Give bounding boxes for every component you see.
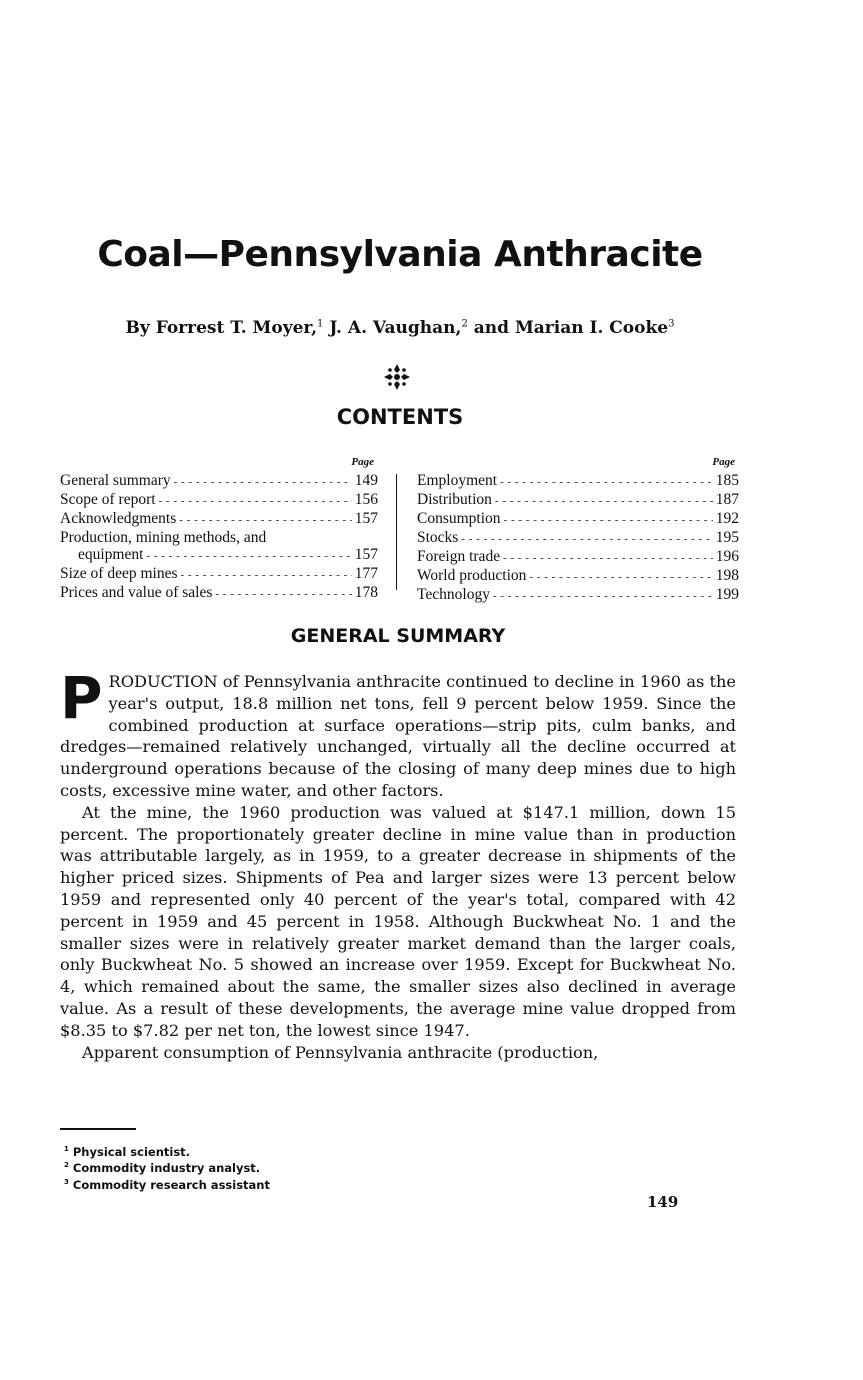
- footnote-text: Physical scientist.: [72, 1144, 191, 1159]
- toc-entry-label: World production: [417, 567, 527, 584]
- leader-dots: [529, 567, 712, 586]
- toc-entry-label: Production, mining methods, and: [60, 529, 267, 546]
- contents-left-column: [60, 455, 378, 603]
- page-number: 149: [647, 1193, 679, 1211]
- footnote-text: Commodity research assistant: [72, 1177, 270, 1192]
- toc-entry[interactable]: [60, 529, 378, 546]
- toc-entry-page: 185: [715, 472, 739, 489]
- toc-entry-page: 149: [354, 472, 378, 489]
- footnote-text: Commodity industry analyst.: [72, 1161, 261, 1176]
- toc-entry-page: 187: [715, 491, 739, 508]
- toc-entry-label: Acknowledgments: [60, 510, 177, 527]
- footnote: [64, 1159, 270, 1175]
- fleuron-ornament-icon: [382, 362, 412, 392]
- body-text: [60, 664, 736, 1063]
- toc-entry[interactable]: [417, 510, 739, 529]
- toc-entry-page: 157: [354, 510, 378, 527]
- toc-entry-label: General summary: [60, 472, 171, 489]
- byline: [0, 318, 800, 338]
- contents-heading: CONTENTS: [336, 405, 464, 429]
- leader-dots: [461, 529, 712, 548]
- footnotes: [64, 1143, 270, 1192]
- author-name: J. A. Vaughan,: [329, 318, 462, 338]
- leader-dots: [174, 472, 352, 491]
- toc-entry-label: Size of deep mines: [60, 565, 178, 582]
- toc-entry-page: 195: [715, 529, 739, 546]
- toc-entry[interactable]: [60, 472, 378, 491]
- drop-cap: P: [60, 664, 103, 732]
- leader-dots: [493, 586, 713, 605]
- toc-entry[interactable]: [417, 567, 739, 586]
- toc-entry[interactable]: [417, 586, 739, 605]
- toc-entry[interactable]: [417, 548, 739, 567]
- toc-entry[interactable]: [417, 472, 739, 491]
- toc-entry[interactable]: [417, 491, 739, 510]
- footnote-number: 2: [64, 1161, 69, 1170]
- footnote: [64, 1143, 270, 1159]
- toc-entry-page: 196: [715, 548, 739, 565]
- contents-right-column: [417, 455, 739, 605]
- paragraph: At the mine, the 1960 production was valued at $147.1 million, down 15 percent. The proportionately greater decline in mine value than in production was attributable largely, as in 1959, to a greater decrease in shipments of the higher priced sizes. Shipments of Pea and larger sizes were 13 percent below 1959 and represented only 40 percent of the year's total, compared with 42 percent in 1959 and 45 percent in 1958. Although Buckwheat No. 1 and the smaller sizes were in relatively greater market demand than the larger coals, only Buckwheat No. 5 showed an increase over 1959. Except for Buckwheat No. 4, which remained about the same, the smaller sizes also declined in average value. As a result of these developments, the average mine value dropped from $8.35 to $7.82 per net ton, the lowest since 1947.: [60, 802, 736, 1040]
- toc-entry[interactable]: [60, 584, 378, 603]
- toc-entry-page: 198: [715, 567, 739, 584]
- paragraph: Apparent consumption of Pennsylvania anthracite (production,: [82, 1042, 599, 1062]
- footnote-number: 1: [64, 1145, 69, 1153]
- toc-entry[interactable]: [60, 546, 378, 565]
- footnote-number: 3: [64, 1177, 69, 1186]
- footnote-rule: [60, 1128, 136, 1130]
- toc-entry-page: 178: [354, 584, 378, 601]
- toc-entry-label: Technology: [417, 586, 490, 603]
- toc-entry-label: Prices and value of sales: [60, 584, 213, 601]
- footnote-ref: 2: [461, 318, 468, 330]
- leader-dots: [495, 491, 713, 510]
- toc-entry-page: 156: [354, 491, 378, 508]
- leader-dots: [504, 510, 713, 529]
- leader-dots: [503, 548, 713, 567]
- toc-entry-label: Scope of report: [60, 491, 156, 508]
- toc-entry[interactable]: [417, 529, 739, 548]
- toc-entry-label: Foreign trade: [417, 548, 501, 565]
- leader-dots: [181, 565, 352, 584]
- toc-entry-page: 199: [715, 586, 739, 603]
- article-title: Coal—Pennsylvania Anthracite: [97, 234, 703, 275]
- column-divider: [396, 474, 397, 590]
- leader-dots: [159, 491, 352, 510]
- byline-prefix: By: [125, 318, 150, 338]
- paragraph-text: RODUCTION of Pennsylvania anthracite continued to decline in 1960 as the year's output, 18.8 million net tons, fell 9 percent below 1959. Since the combined production at surface operations—strip pits, culm banks, and dredges—remained relatively unchanged, virtually all the decline occurred at underground operations because of the closing of many deep mines due to high costs, excessive mine water, and other factors.: [60, 672, 736, 800]
- footnote: [64, 1176, 270, 1192]
- toc-entry[interactable]: [60, 565, 378, 584]
- toc-entry-label: Consumption: [417, 510, 501, 527]
- leader-dots: [179, 510, 352, 529]
- footnote-ref: 3: [668, 318, 675, 330]
- author-name: and Marian I. Cooke: [473, 318, 669, 338]
- section-heading: GENERAL SUMMARY: [290, 625, 506, 647]
- page-column-label: Page: [712, 456, 735, 468]
- leader-dots: [500, 472, 713, 491]
- toc-entry-label: Distribution: [417, 491, 492, 508]
- toc-entry-label: Stocks: [417, 529, 459, 546]
- toc-entry[interactable]: [60, 510, 378, 529]
- toc-entry-label: Employment: [417, 472, 498, 489]
- toc-entry-label: equipment: [78, 546, 144, 563]
- toc-entry-page: 177: [354, 565, 378, 582]
- toc-entry-page: 157: [354, 546, 378, 563]
- toc-entry-page: 192: [715, 510, 739, 527]
- footnote-ref: 1: [317, 318, 324, 330]
- paragraph: [60, 664, 736, 802]
- toc-entry[interactable]: [60, 491, 378, 510]
- author-name: Forrest T. Moyer,: [155, 318, 318, 338]
- page-column-label: Page: [351, 456, 374, 468]
- leader-dots: [215, 584, 351, 603]
- leader-dots: [146, 546, 351, 565]
